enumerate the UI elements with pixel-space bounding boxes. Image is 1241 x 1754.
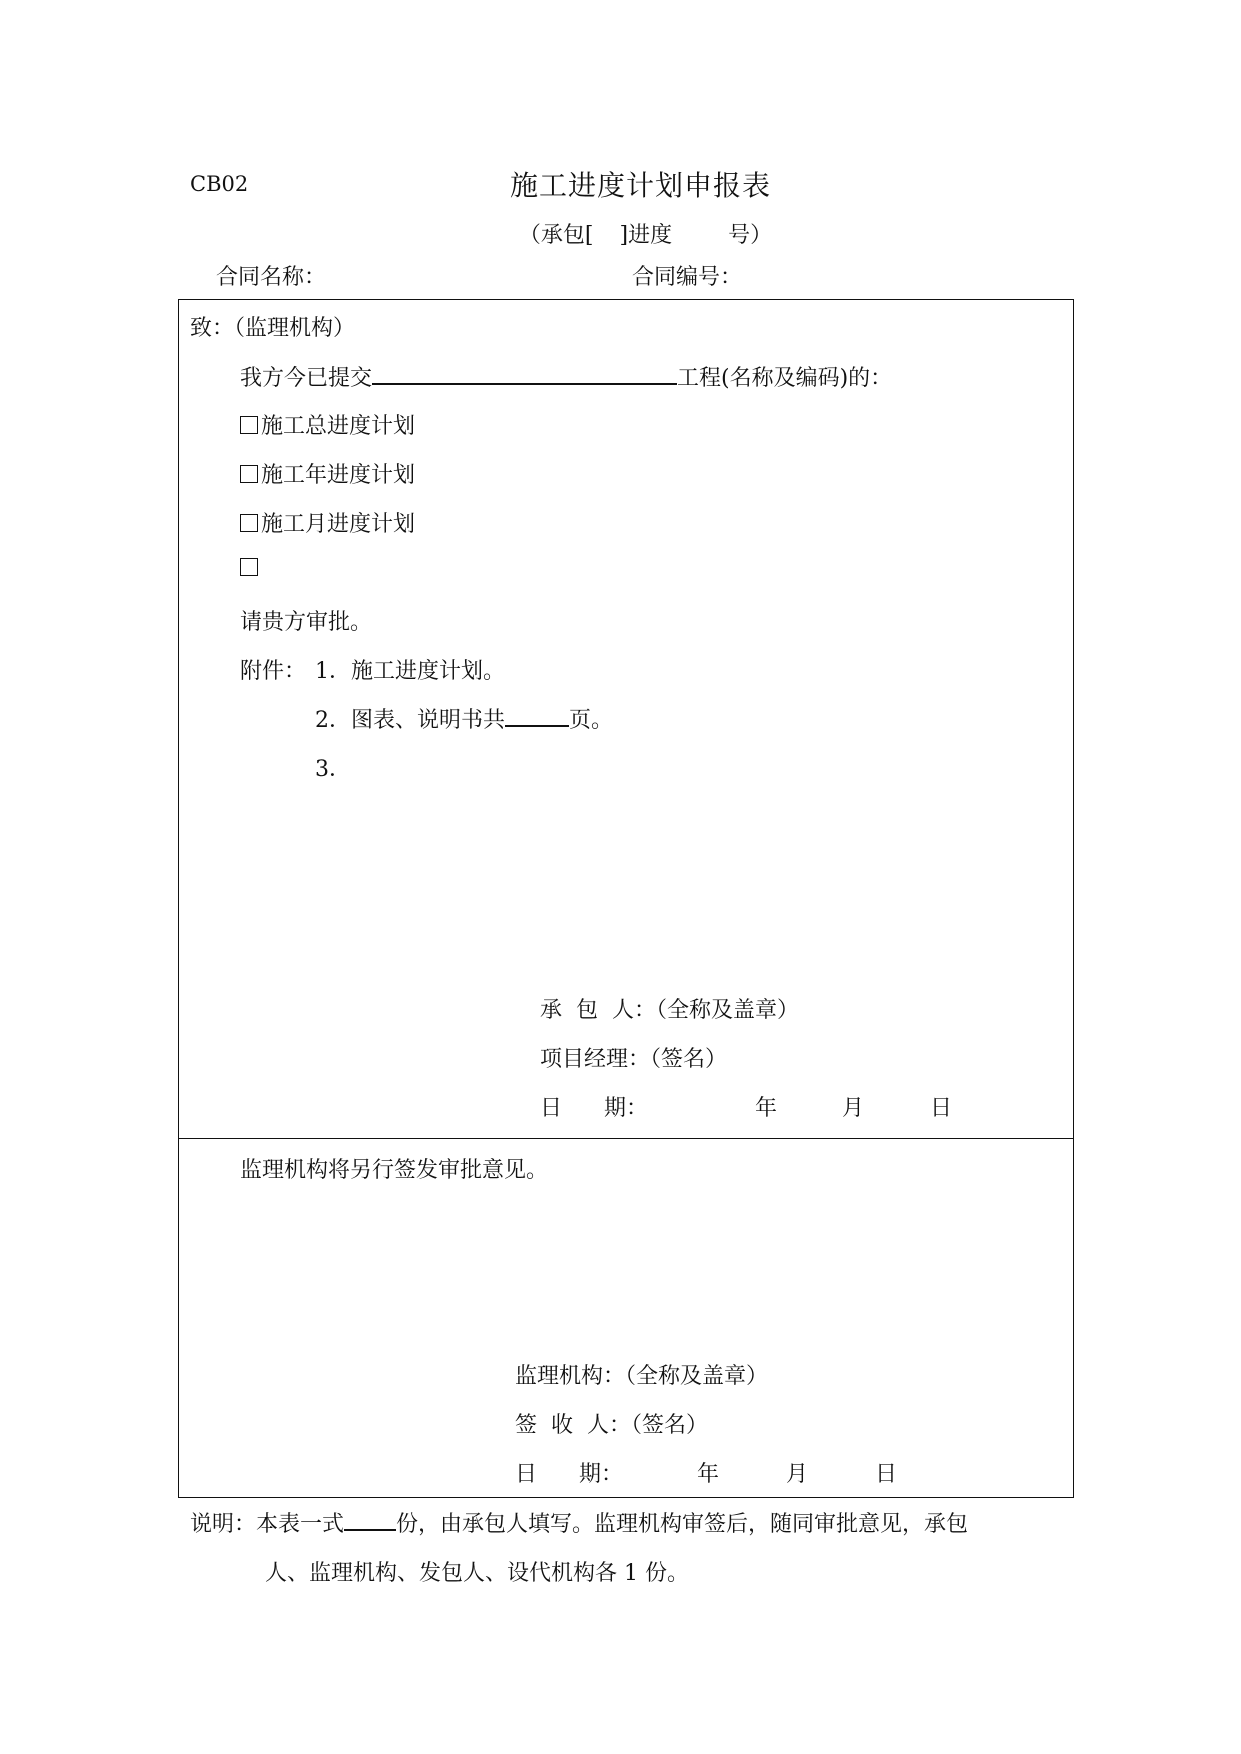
footer-note-line1 [190, 1507, 968, 1538]
option-total-plan[interactable] [240, 409, 415, 440]
option-label: 施工总进度计划 [261, 414, 416, 439]
checkbox-icon[interactable] [240, 558, 258, 576]
attachment-item-2 [315, 703, 613, 734]
contractor-date-year: 年 [755, 1096, 778, 1121]
attachment-item-3: 3． [315, 757, 351, 782]
project-name-blank[interactable] [372, 361, 677, 385]
intro-suffix: 工程(名称及编码)的： [677, 366, 893, 391]
note-suffix: 份，由承包人填写。监理机构审签后，随同审批意见，承包 [396, 1512, 969, 1537]
section-divider [178, 1138, 1074, 1139]
contract-number-label: 合同编号： [632, 265, 743, 290]
contractor-date-month: 月 [842, 1096, 865, 1121]
option-label: 施工月进度计划 [261, 512, 416, 537]
contractor-date-day: 日 [930, 1096, 953, 1121]
checkbox-icon[interactable] [240, 465, 258, 483]
submission-line [240, 361, 892, 392]
option-annual-plan[interactable] [240, 458, 415, 489]
contractor-label: 承 包 人：（全称及盖章） [540, 998, 799, 1023]
attachment-item-1: 1．施工进度计划。 [315, 659, 505, 684]
option-other-plan[interactable] [240, 556, 261, 581]
contract-name-label: 合同名称： [216, 265, 327, 290]
contractor-date-label: 日 期： [540, 1096, 648, 1121]
supervisor-org-label: 监理机构：（全称及盖章） [515, 1364, 769, 1389]
supervisor-date-month: 月 [786, 1462, 809, 1487]
intro-prefix: 我方今已提交 [240, 366, 373, 391]
form-title: 施工进度计划申报表 [509, 169, 771, 202]
form-subtitle [0, 218, 1241, 249]
page-count-blank[interactable] [505, 703, 569, 727]
form-code: CB02 [190, 172, 249, 196]
option-monthly-plan[interactable] [240, 507, 415, 538]
supervisor-date-day: 日 [875, 1462, 898, 1487]
copies-blank[interactable] [344, 1507, 396, 1531]
checkbox-icon[interactable] [240, 514, 258, 532]
checkbox-icon[interactable] [240, 416, 258, 434]
supervisor-date-label: 日 期： [515, 1462, 623, 1487]
project-manager-label: 项目经理：（签名） [540, 1047, 728, 1072]
receiver-label: 签 收 人：（签名） [515, 1413, 708, 1438]
attachment-2-prefix: 2．图表、说明书共 [315, 708, 505, 733]
subtitle-suffix: 号） [728, 223, 773, 248]
subtitle-middle: ]进度 [619, 223, 673, 248]
subtitle-prefix: （承包[ [518, 223, 594, 248]
approval-request: 请贵方审批。 [240, 610, 373, 635]
attachments-label: 附件： [240, 659, 307, 684]
supervisor-date-year: 年 [697, 1462, 720, 1487]
attachment-2-suffix: 页。 [569, 708, 614, 733]
supervisor-statement: 监理机构将另行签发审批意见。 [240, 1158, 549, 1183]
note-prefix: 说明：本表一式 [190, 1512, 345, 1537]
to-supervisor-label: 致：（监理机构） [190, 316, 356, 341]
footer-note-line2: 人、监理机构、发包人、设代机构各 1 份。 [265, 1561, 689, 1586]
option-label: 施工年进度计划 [261, 463, 416, 488]
